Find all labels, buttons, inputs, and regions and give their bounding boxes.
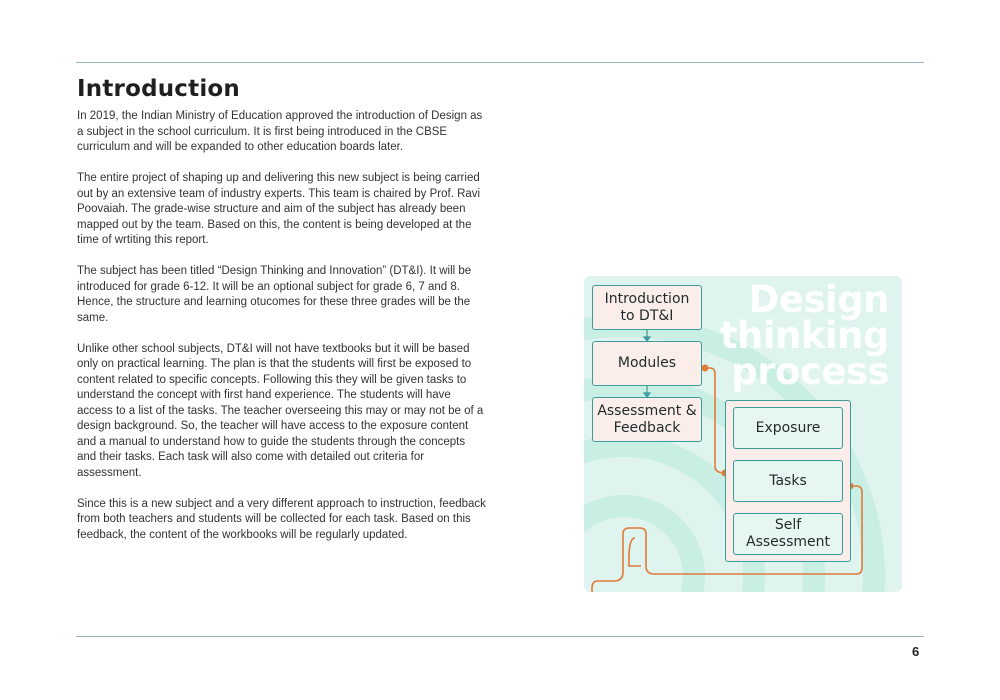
box-assessment-feedback: Assessment & Feedback	[592, 397, 702, 442]
box-self-assessment: Self Assessment	[733, 513, 843, 555]
paragraph: Unlike other school subjects, DT&I will not have textbooks but it will be based only on practical learning. The plan is that the students will first be exposed to content related to specific concepts. Following this they will be given tasks to understand the concept with first hand experience. The students will have access to a list of the tasks. The teacher overseeing this may or may not be of a design background. So, the teacher will have access to the exposure content and a manual to understand how to guide the students through the concepts and their tasks. Each task will also come with detailed out criteria for assessment.	[77, 342, 484, 479]
design-thinking-diagram	[584, 276, 902, 592]
bottom-rule	[76, 636, 924, 637]
body-text	[77, 109, 487, 559]
paragraph: Since this is a new subject and a very different approach to instruction, feedback from both teachers and students will be collected for each task. Based on this feedback, the content of the workbooks will be regularly updated.	[77, 497, 486, 541]
box-modules: Modules	[592, 341, 702, 386]
diagram-title-line: process	[731, 350, 889, 393]
paragraph: The subject has been titled “Design Thinking and Innovation” (DT&I). It will be introduced for grade 6-12. It will be an optional subject for grade 6, 7 and 8. Hence, the structure and learning otucomes for these three grades will be the same.	[77, 265, 472, 324]
box-introduction: Introduction to DT&I	[592, 285, 702, 330]
paragraph: The entire project of shaping up and delivering this new subject is being carried out by an extensive team of industry experts. This team is chaired by Prof. Ravi Poovaiah. The grade-wise structure and aim of the subject has already been mapped out by the team. Based on this, the content is being developed at the time of wrtiting this report.	[77, 172, 481, 246]
diagram-title-line: Design	[748, 278, 889, 321]
top-rule	[76, 62, 924, 63]
section-heading: Introduction	[77, 76, 240, 102]
box-exposure: Exposure	[733, 407, 843, 449]
paragraph: In 2019, the Indian Ministry of Education approved the introduction of Design as a subject in the school curriculum. It is first being introduced in the CBSE curriculum and will be expanded to other education boards later.	[77, 110, 483, 153]
box-tasks: Tasks	[733, 460, 843, 502]
diagram-title-line: thinking	[719, 314, 889, 357]
page-number: 6	[912, 644, 920, 659]
diagram-title	[699, 278, 889, 393]
